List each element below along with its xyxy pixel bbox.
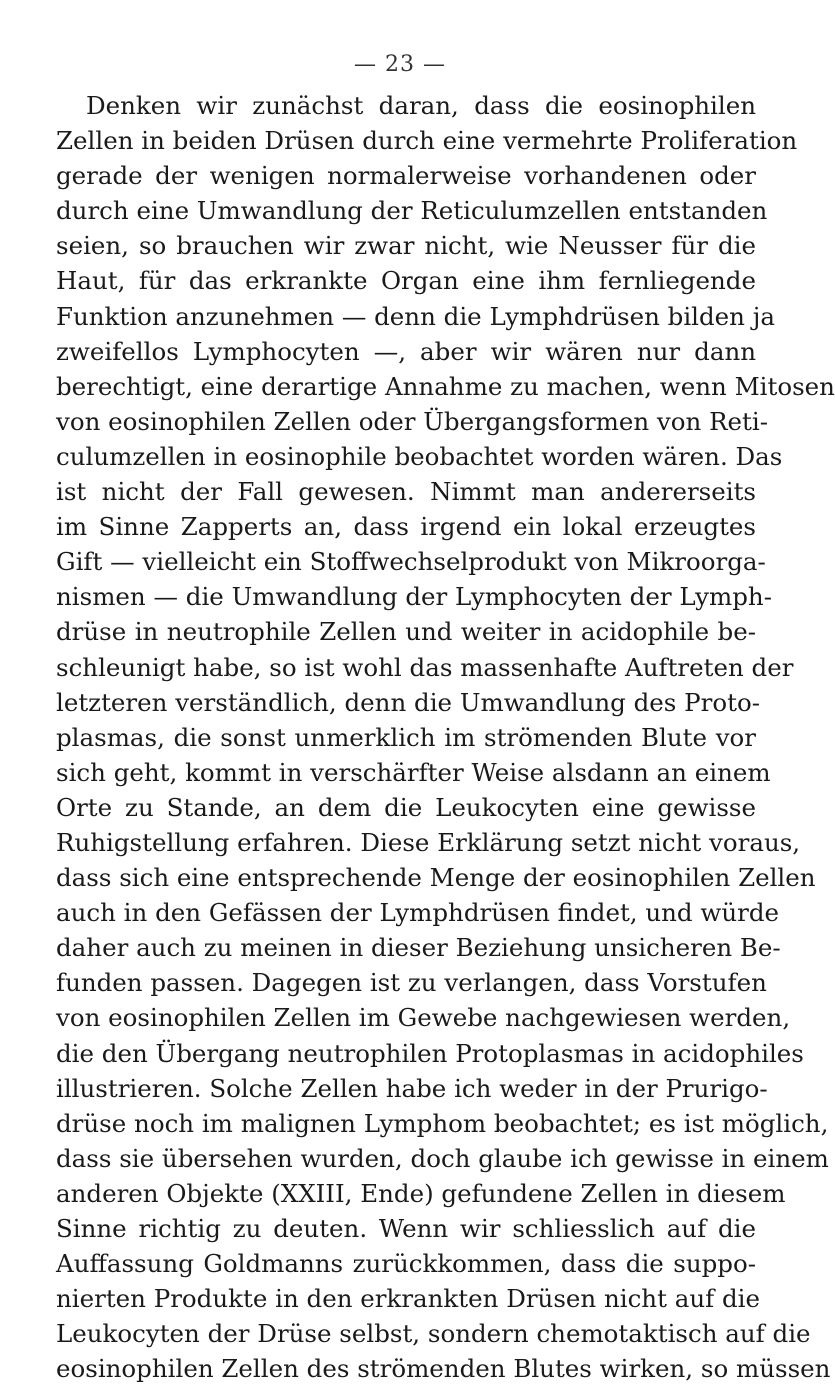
text-line: ist nicht der Fall gewesen. Nimmt man andererseits [56, 477, 756, 507]
text-line: funden passen. Dagegen ist zu verlangen, dass Vorstufen [56, 968, 767, 998]
page-number: — 23 — [354, 52, 446, 77]
text-line: Haut, für das erkrankte Organ eine ihm fernliegende [56, 266, 756, 296]
text-line: Sinne richtig zu deuten. Wenn wir schliesslich auf die [56, 1214, 756, 1243]
text-line: Ruhigstellung erfahren. Diese Erklärung setzt nicht voraus, [56, 827, 801, 857]
text-line: anderen Objekte (XXIII, Ende) gefundene Zellen in diesem [56, 1178, 786, 1208]
body-paragraph [56, 88, 835, 1386]
text-line: von eosinophilen Zellen im Gewebe nachgewiesen werden, [56, 1003, 791, 1033]
text-line: letzteren verständlich, denn die Umwandlung des Proto- [56, 687, 760, 717]
text-line: illustrieren. Solche Zellen habe ich weder in der Prurigo- [56, 1073, 768, 1103]
text-line: Gift — vielleicht ein Stoffwechselprodukt von Mikroorga- [56, 547, 766, 577]
text-line: culumzellen in eosinophile beobachtet worden wären. Das [56, 441, 783, 471]
text-line: Zellen in beiden Drüsen durch eine vermehrte Proliferation [56, 126, 798, 156]
text-line: dass sich eine entsprechende Menge der eosinophilen Zellen [56, 863, 816, 893]
text-line: im Sinne Zapperts an, dass irgend ein lokal erzeugtes [56, 512, 756, 542]
text-line: berechtigt, eine derartige Annahme zu machen, wenn Mitosen [56, 371, 835, 401]
text-line: auch in den Gefässen der Lymphdrüsen findet, und würde [56, 898, 780, 928]
text-line: durch eine Umwandlung der Reticulumzellen entstanden [56, 196, 768, 226]
text-line: schleunigt habe, so ist wohl das massenhafte Auftreten der [56, 652, 794, 682]
text-line: dass sie übersehen wurden, doch glaube ich gewisse in einem [56, 1143, 829, 1173]
text-line: drüse in neutrophile Zellen und weiter in acidophile be- [56, 617, 756, 647]
text-line: seien, so brauchen wir zwar nicht, wie Neusser für die [56, 231, 756, 261]
text-line: die den Übergang neutrophilen Protoplasmas in acidophiles [56, 1038, 804, 1068]
text-line: Funktion anzunehmen — denn die Lymphdrüsen bilden ja [56, 301, 775, 331]
text-line: Auffassung Goldmanns zurückkommen, dass die suppo- [56, 1249, 756, 1279]
text-line: sich geht, kommt in verschärfter Weise alsdann an einem [56, 757, 771, 787]
text-line: nierten Produkte in den erkrankten Drüsen nicht auf die [56, 1284, 760, 1314]
text-line: drüse noch im malignen Lymphom beobachtet; es ist möglich, [56, 1108, 829, 1138]
text-line: daher auch zu meinen in dieser Beziehung unsicheren Be- [56, 933, 781, 963]
text-line: gerade der wenigen normalerweise vorhandenen oder [56, 161, 756, 191]
text-line: nismen — die Umwandlung der Lymphocyten der Lymph- [56, 582, 772, 612]
text-line: eosinophilen Zellen des strömenden Blutes wirken, so müssen [56, 1354, 831, 1384]
text-line: von eosinophilen Zellen oder Übergangsformen von Reti- [56, 406, 768, 436]
text-line: zweifellos Lymphocyten —, aber wir wären nur dann [56, 336, 756, 366]
text-line: Leukocyten der Drüse selbst, sondern chemotaktisch auf die [56, 1319, 811, 1349]
text-line: Orte zu Stande, an dem die Leukocyten eine gewisse [56, 792, 756, 822]
text-line: plasmas, die sonst unmerklich im strömenden Blute vor [56, 722, 756, 752]
text-line: Denken wir zunächst daran, dass die eosinophilen [86, 91, 756, 120]
